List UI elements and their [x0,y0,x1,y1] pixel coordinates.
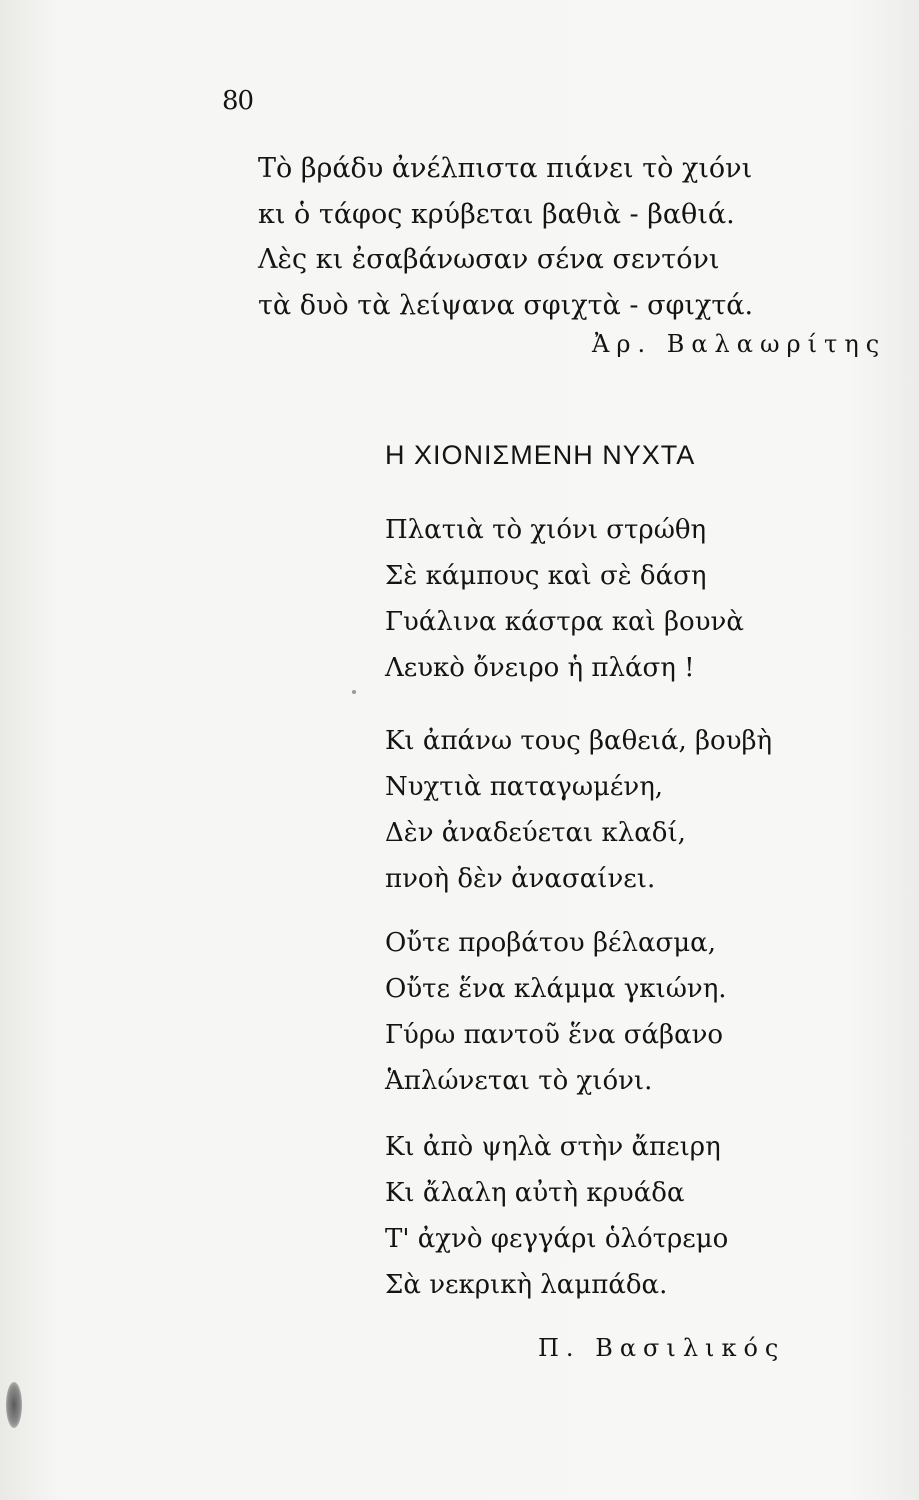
poem-line: Σὰ νεκρικὴ λαμπάδα. [385,1270,668,1300]
poem-line: Ἁπλώνεται τὸ χιόνι. [385,1066,653,1096]
poem-line: Κι ἄλαλη αὐτὴ κρυάδα [385,1178,685,1208]
poem-line: Γυάλινα κάστρα καὶ βουνὰ [385,607,744,637]
poem-line: Δὲν ἀναδεύεται κλαδί, [385,818,686,848]
poem-line: Γύρω παντοῦ ἕνα σάβανο [385,1020,724,1050]
poem-stanza-4 [385,1124,728,1308]
poem-line: Κι ἀπάνω τους βαθειά, βουβὴ [385,726,773,756]
poem-line: πνοὴ δὲν ἀνασαίνει. [385,864,656,894]
poem-stanza-1 [385,507,744,691]
poem-stanza-2 [385,718,772,902]
poem-line: Σὲ κάμπους καὶ σὲ δάση [385,561,707,591]
poem-line: Λευκὸ ὄνειρο ἡ πλάση ! [385,653,695,683]
paper-fleck [352,690,356,694]
poem-line: Οὔτε προβάτου βέλασμα, [385,928,716,958]
epigraph-line: κι ὁ τάφος κρύβεται βαθιὰ - βαθιά. [258,198,735,230]
epigraph-line: Τὸ βράδυ ἀνέλπιστα πιάνει τὸ χιόνι [258,153,753,184]
poem-line: Νυχτιὰ παταγωμένη, [385,772,664,802]
poem-line: Οὔτε ἕνα κλάμμα γκιώνη. [385,974,727,1004]
poem-stanza-3 [385,920,727,1104]
poem-line: Πλατιὰ τὸ χιόνι στρώθη [385,515,707,545]
poem-line: Τ' ἀχνὸ φεγγάρι ὁλότρεμο [385,1224,729,1254]
epigraph-author: Ἀρ. Βαλαωρίτης [592,330,887,358]
poem-title: Η ΧΙΟΝΙΣΜΕΝΗ ΝΥΧΤΑ [385,440,696,470]
epigraph-stanza [258,146,753,328]
epigraph-line: τὰ δυὸ τὰ λείψανα σφιχτὰ - σφιχτά. [258,289,754,321]
poem-line: Κι ἀπὸ ψηλὰ στὴν ἄπειρη [385,1132,721,1162]
epigraph-line: Λὲς κι ἐσαβάνωσαν σένα σεντόνι [258,244,720,275]
page-number: 80 [222,86,254,116]
ink-stain [6,1382,22,1428]
poem-author: Π. Βασιλικός [538,1334,786,1362]
